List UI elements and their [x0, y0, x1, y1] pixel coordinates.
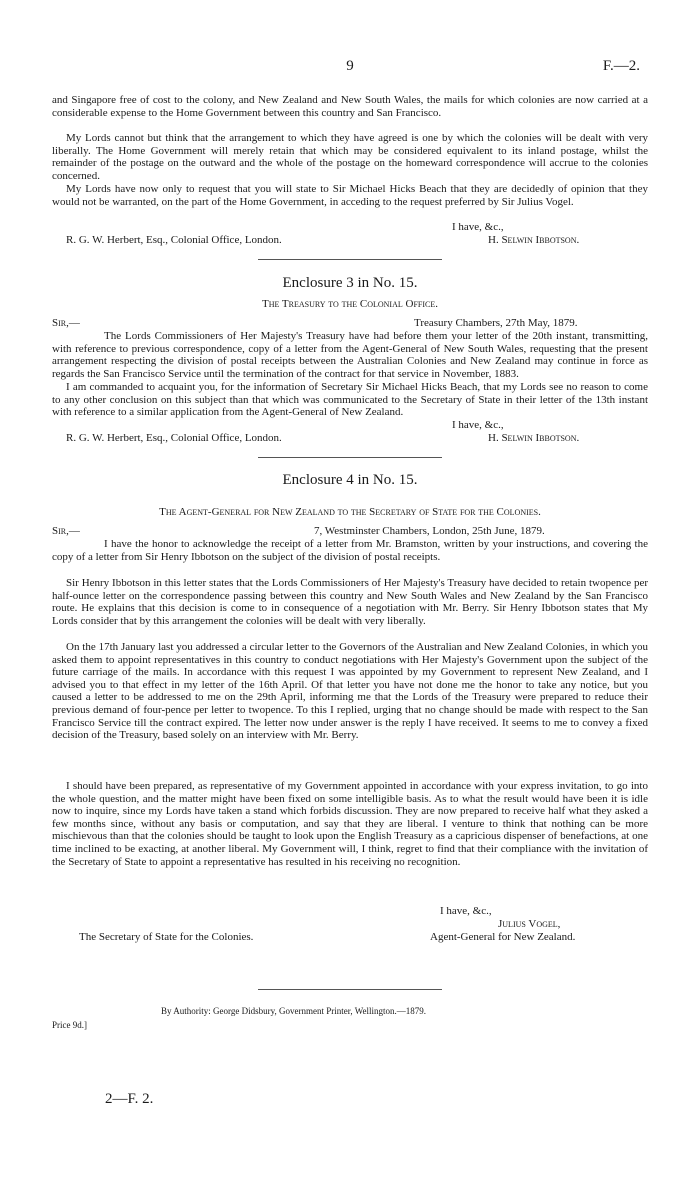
enclosure-3-from-to: The Treasury to the Colonial Office. [262, 298, 438, 310]
page-number: 9 [346, 58, 354, 74]
enclosure-3-title: Enclosure 3 in No. 15. [282, 275, 418, 291]
enclosure-4-addressee: The Secretary of State for the Colonies. [79, 931, 254, 943]
top-signature: H. Selwin Ibbotson. [488, 234, 580, 246]
enclosure-4-salutation: Sir,— [52, 525, 80, 537]
footer-divider [258, 989, 442, 990]
price: Price 9d.] [52, 1020, 87, 1030]
enclosure-4-signature: Julius Vogel, [498, 918, 561, 930]
enclosure-4-paragraph-2: Sir Henry Ibbotson in this letter states that the Lords Commissioners of Her Majesty's Treasury have decided to retain twopence per half-ounce letter on the correspondence passing between this country and New South Wales and New Zealand by the San Francisco route. He explains that this decision is come to in consequence of a negotiation with Mr. Berry. Sir Henry Ibbotson states that My Lords consider that by this arrangement the colonies will be dealt with very liberally. [52, 577, 648, 627]
top-closing: I have, &c., [452, 221, 504, 233]
enclosure-4-place-date: 7, Westminster Chambers, London, 25th June, 1879. [314, 525, 545, 537]
document-reference: F.—2. [602, 58, 640, 74]
top-addressee: R. G. W. Herbert, Esq., Colonial Office, London. [66, 234, 282, 246]
section-divider-1 [258, 259, 442, 260]
enclosure-3-place-date: Treasury Chambers, 27th May, 1879. [414, 317, 578, 329]
printer-authority: By Authority: George Didsbury, Government Printer, Wellington.—1879. [161, 1006, 426, 1016]
enclosure-3-salutation: Sir,— [52, 317, 80, 329]
top-paragraph-1: and Singapore free of cost to the colony, and New Zealand and New South Wales, the mails for which colonies are now carried at a considerable expense to the Home Government between this country and San Francisco. [52, 94, 648, 119]
enclosure-3-paragraph-2: I am commanded to acquaint you, for the information of Secretary Sir Michael Hicks Beach, that my Lords see no reason to come to any other conclusion on this subject than that which was communicated to the Secretary of State in their letter of the 13th instant with reference to a similar application from the Agent-General of New Zealand. [52, 381, 648, 419]
enclosure-4-signature-title: Agent-General for New Zealand. [430, 931, 576, 943]
top-paragraph-3: My Lords have now only to request that you will state to Sir Michael Hicks Beach that they are decidedly of opinion that they would not be warranted, on the part of the Home Government, in acceding to the request preferred by Sir Julius Vogel. [52, 183, 648, 208]
enclosure-4-title: Enclosure 4 in No. 15. [282, 472, 418, 488]
enclosure-4-paragraph-1: I have the honor to acknowledge the receipt of a letter from Mr. Bramston, written by your instructions, and covering the copy of a letter from Sir Henry Ibbotson on the subject of the division of postal receipts. [52, 538, 648, 563]
enclosure-3-paragraph-1: The Lords Commissioners of Her Majesty's Treasury have had before them your letter of the 20th instant, transmitting, with reference to previous correspondence, copy of a letter from the Agent-General of New South Wales, requesting that the present arrangement respecting the division of postal receipts between the Australian Colonies and New Zealand may continue in force as regards the San Francisco Service until the termination of the contract for that service in November, 1883. [52, 330, 648, 380]
section-divider-2 [258, 457, 442, 458]
enclosure-4-paragraph-3: On the 17th January last you addressed a circular letter to the Governors of the Australian and New Zealand Colonies, in which you asked them to appoint representatives in this country to conduct negotiations with Her Majesty's Government upon the subject of the future carriage of the mails. In accordance with this request I was appointed by my Government to represent New Zealand, and I advised you to that effect in my letter of the 16th April. Of that letter you have not done me the honor to take any notice, but you caused a letter to be addressed to me on the 29th April, informing me that the Lords of the Treasury were prepared to reduce their previous demand of four-pence per letter to twopence. To this I replied, urging that no change should be made with respect to the San Francisco Service till the contract expired. The letter now under answer is the reply I have received. It seems to me to convey a fixed decision of the Treasury, based solely on an interview with Mr. Berry. [52, 641, 648, 742]
enclosure-4-from-to: The Agent-General for New Zealand to the Secretary of State for the Colonies. [159, 506, 541, 518]
enclosure-3-closing: I have, &c., [452, 419, 504, 431]
top-paragraph-2: My Lords cannot but think that the arrangement to which they have agreed is one by which the colonies will be dealt with very liberally. The Home Government will merely retain that which may be considered equivalent to its inland postage, whilst the remainder of the postage on the outward and the whole of the postage on the homeward correspondence will accrue to the colonies concerned. [52, 132, 648, 182]
enclosure-4-paragraph-4: I should have been prepared, as representative of my Government appointed in accordance with your express invitation, to go into the whole question, and the matter might have been fixed on some intelligible basis. As to what the result would have been it is idle now to inquire, since my Lords have taken a stand which forbids discussion. They are now prepared to receive half what they asked a few months since, without any basis or computation, and say that they are liberal. I venture to think that nothing can be more mischievous than that the colonies should be taught to look upon the English Treasury as a capricious dispenser of benefactions, at one time inclined to be exacting, at another liberal. My Government will, I think, regret to find that their compliance with the invitation of the Secretary of State to appoint a representative has resulted in his receiving no recognition. [52, 780, 648, 868]
enclosure-4-closing: I have, &c., [440, 905, 492, 917]
signature-mark: 2—F. 2. [105, 1091, 154, 1107]
enclosure-3-signature: H. Selwin Ibbotson. [488, 432, 580, 444]
enclosure-3-addressee: R. G. W. Herbert, Esq., Colonial Office, London. [66, 432, 282, 444]
